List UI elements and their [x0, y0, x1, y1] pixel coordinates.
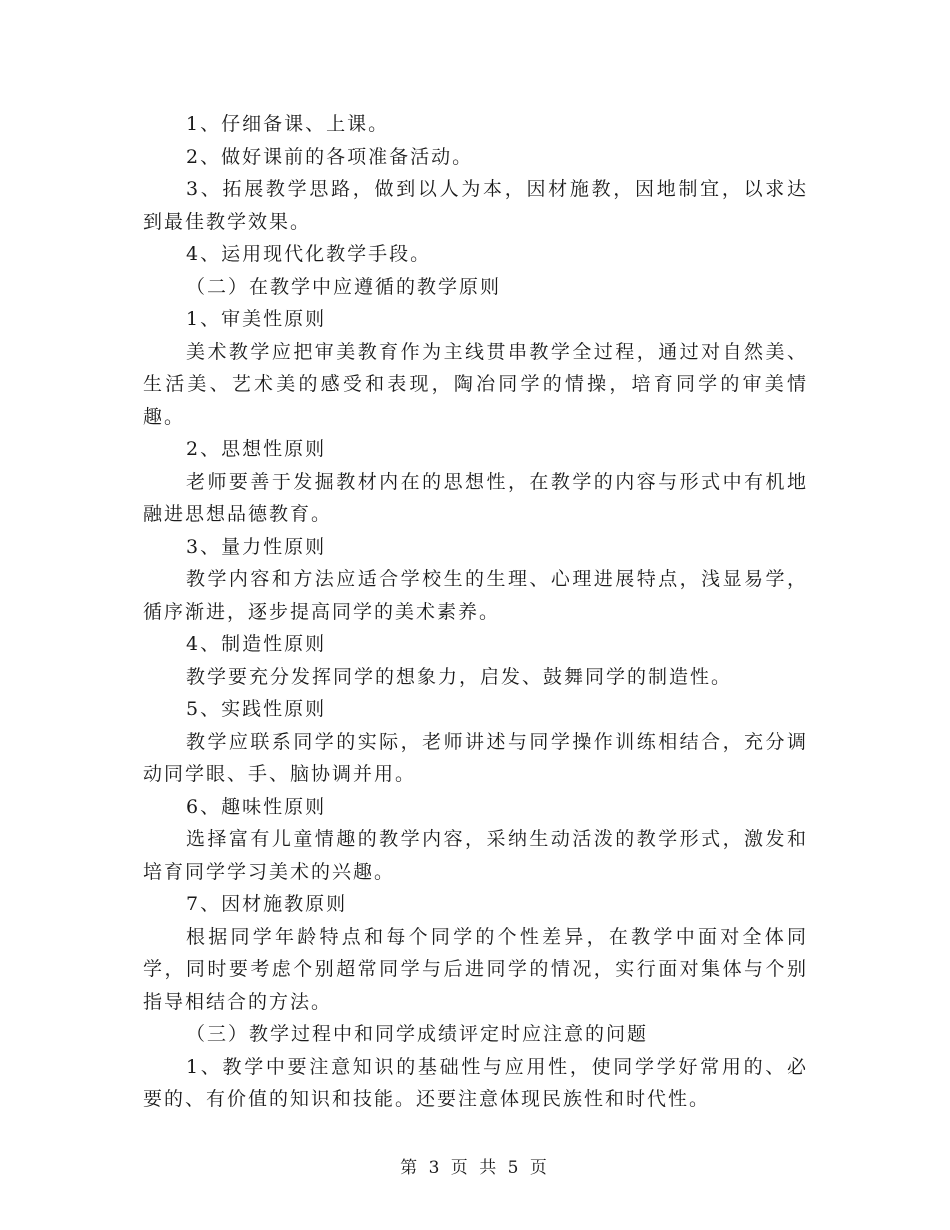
paragraph-3: 3、拓展教学思路，做到以人为本，因材施教，因地制宜，以求达到最佳教学效果。: [143, 178, 808, 233]
page-footer: 第 3 页 共 5 页: [400, 1158, 550, 1178]
section-heading-3: （三）教学过程中和同学成绩评定时应注意的问题: [186, 1023, 649, 1045]
principle-heading-5: 5、实践性原则: [186, 698, 327, 720]
section-heading-2: （二）在教学中应遵循的教学原则: [186, 275, 502, 298]
principle-text-3: 教学内容和方法应适合学校生的生理、心理进展特点，浅显易学，循序渐进，逐步提高同学的美术素养。: [143, 568, 808, 623]
principle-text-5: 教学应联系同学的实际，老师讲述与同学操作训练相结合，充分调动同学眼、手、脑协调并用。: [143, 730, 808, 785]
principle-heading-2: 2、思想性原则: [186, 438, 327, 460]
principle-text-2: 老师要善于发掘教材内在的思想性，在教学的内容与形式中有机地融进思想品德教育。: [143, 470, 808, 525]
principle-text-7: 根据同学年龄特点和每个同学的个性差异，在教学中面对全体同学，同时要考虑个别超常同学与后进同学的情况，实行面对集体与个别指导相结合的方法。: [143, 925, 808, 1013]
principle-text-1: 美术教学应把审美教育作为主线贯串教学全过程，通过对自然美、生活美、艺术美的感受和表现，陶冶同学的情操，培育同学的审美情趣。: [143, 340, 808, 428]
paragraph-1: 1、仔细备课、上课。: [186, 113, 390, 135]
section-3-paragraph-1: 1、教学中要注意知识的基础性与应用性，使同学学好常用的、必要的、有价值的知识和技能。还要注意体现民族性和时代性。: [143, 1055, 808, 1110]
principle-heading-1: 1、审美性原则: [186, 308, 327, 330]
principle-text-4: 教学要充分发挥同学的想象力，启发、鼓舞同学的制造性。: [186, 665, 733, 688]
paragraph-4: 4、运用现代化教学手段。: [186, 243, 432, 265]
principle-heading-4: 4、制造性原则: [186, 633, 327, 655]
document-body: [143, 108, 808, 1116]
principle-heading-6: 6、趣味性原则: [186, 795, 327, 818]
principle-heading-7: 7、因材施教原则: [186, 893, 348, 915]
principle-text-6: 选择富有儿童情趣的教学内容，采纳生动活泼的教学形式，激发和培育同学学习美术的兴趣。: [143, 828, 808, 883]
paragraph-2: 2、做好课前的各项准备活动。: [186, 145, 474, 168]
principle-heading-3: 3、量力性原则: [186, 535, 327, 558]
